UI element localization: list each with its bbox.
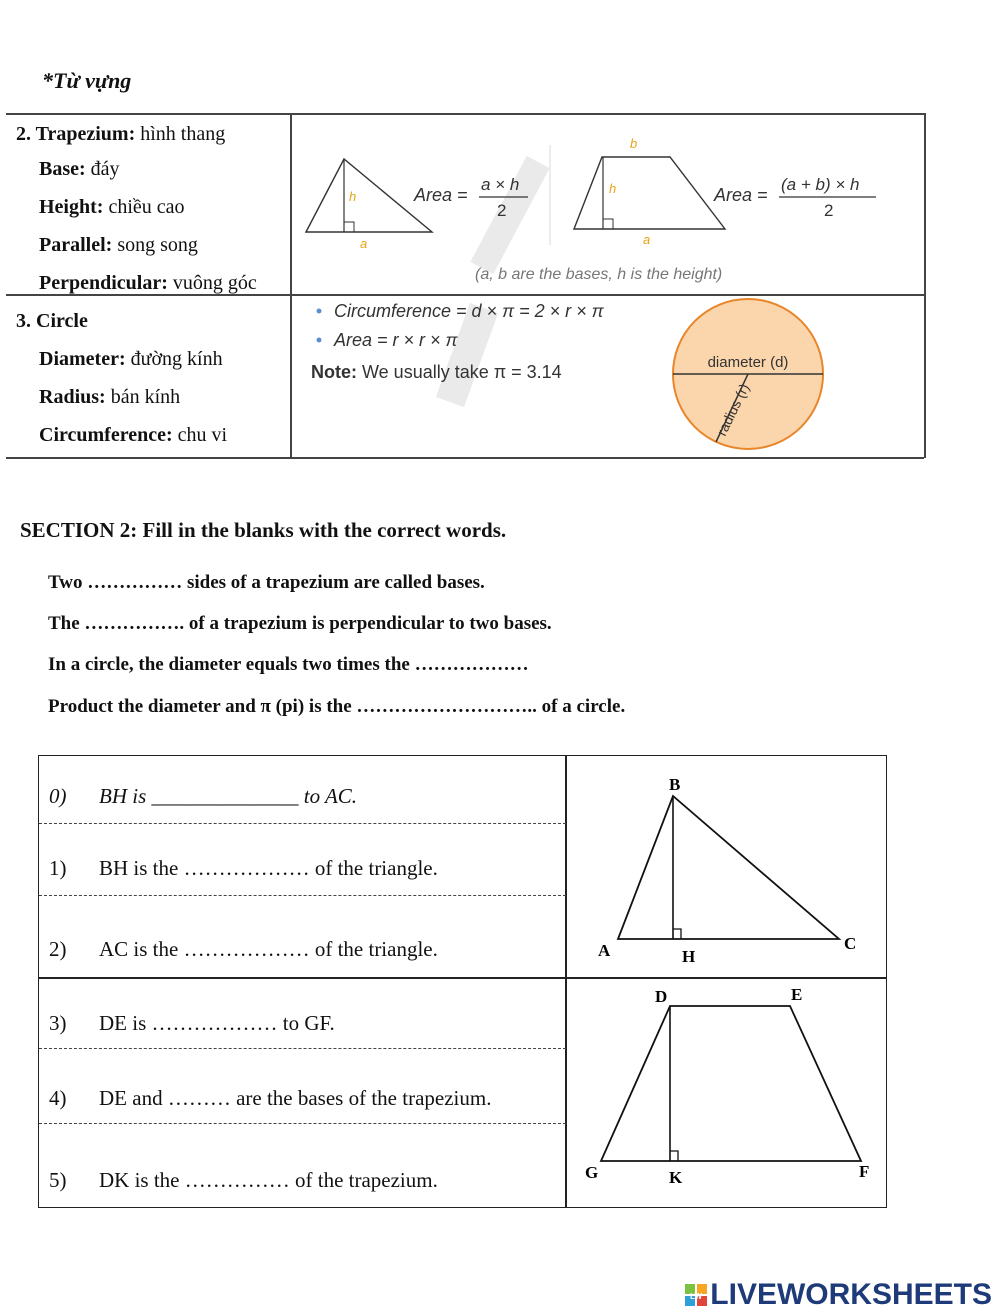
trapezium-area-figure xyxy=(574,136,876,247)
exercise-number: 5) xyxy=(49,1168,67,1192)
foot-k-label: K xyxy=(669,1168,683,1187)
vocab-term: Parallel: xyxy=(39,234,113,256)
trapezium-meaning: hình thang xyxy=(135,123,226,145)
exercise-item xyxy=(49,1168,438,1193)
top-base-label: b xyxy=(630,136,638,151)
exercise-item xyxy=(49,1086,491,1111)
vocab-meaning: vuông góc xyxy=(167,272,257,294)
triangle-abc-diagram xyxy=(567,756,887,977)
vocab-meaning: đường kính xyxy=(125,348,223,370)
svg-text:Note: We usually take π = 3.14 xyxy=(311,362,562,382)
foot-h-label: H xyxy=(682,947,696,966)
vocab-term: Base: xyxy=(39,158,86,180)
base-label: a xyxy=(360,236,368,251)
trapezium-term: 2. Trapezium: xyxy=(16,123,136,145)
vertex-f-label: F xyxy=(859,1162,870,1181)
formula-figures xyxy=(292,115,922,457)
badge-text: LW xyxy=(690,1292,703,1301)
bottom-base-label: a xyxy=(643,232,651,247)
vocab-meaning: bán kính xyxy=(105,386,181,408)
fill-blank-sentence: Two …………… sides of a trapezium are called bases. xyxy=(48,572,485,593)
height-label: h xyxy=(349,189,357,204)
vocab-meaning: đáy xyxy=(85,158,120,180)
vocab-table xyxy=(6,113,924,458)
exercise-text: DK is the …………… of the trapezium. xyxy=(99,1168,438,1192)
vocab-term: Diameter: xyxy=(39,348,126,370)
fill-blank-sentence: Product the diameter and π (pi) is the ……………………….. of a circle. xyxy=(48,696,626,717)
vocab-term: Perpendicular: xyxy=(39,272,168,294)
note-text: We usually take π = 3.14 xyxy=(357,362,562,382)
exercise-number: 4) xyxy=(49,1086,67,1110)
area-formula-label: Area = xyxy=(714,185,768,205)
exercise-text: AC is the ……………… of the triangle. xyxy=(99,937,438,961)
exercise-item xyxy=(49,937,438,962)
exercise-number: 3) xyxy=(49,1011,67,1035)
vocab-meaning: chu vi xyxy=(172,424,228,446)
liveworksheets-badge-icon xyxy=(685,1284,707,1306)
trapezium-vocab xyxy=(16,115,257,302)
vertex-b-label: B xyxy=(669,775,681,794)
height-label: h xyxy=(609,181,617,196)
vocab-heading: *Từ vựng xyxy=(42,68,132,93)
area-formula-label: Area = xyxy=(414,185,468,205)
vertex-e-label: E xyxy=(791,985,803,1004)
exercise-number: 0) xyxy=(49,784,67,808)
vertex-c-label: C xyxy=(844,934,857,953)
exercise-text: DE and ……… are the bases of the trapezium. xyxy=(99,1086,492,1110)
circumference-formula: Circumference = d × π = 2 × r × π xyxy=(334,301,604,321)
section-2-title: SECTION 2: Fill in the blanks with the correct words. xyxy=(20,518,507,542)
diameter-label: diameter (d) xyxy=(707,354,789,371)
circle-diagram xyxy=(673,299,823,449)
fill-blank-sentence: The ……………. of a trapezium is perpendicular to two bases. xyxy=(48,613,552,634)
exercise-number: 1) xyxy=(49,856,67,880)
radius-label: radius (r) xyxy=(713,380,753,439)
exercise-text: BH is ______________ to AC. xyxy=(99,784,358,808)
exercise-text: BH is the ……………… of the triangle. xyxy=(99,856,438,880)
vocab-meaning: song song xyxy=(112,234,198,256)
vocab-term: Circumference: xyxy=(39,424,173,446)
bases-height-note: (a, b are the bases, h is the height) xyxy=(475,266,723,283)
vertex-d-label: D xyxy=(655,987,668,1006)
logo-text: LIVEWORKSHEETS xyxy=(710,1278,992,1311)
circle-vocab xyxy=(16,302,227,454)
formula-numerator: a × h xyxy=(481,175,520,194)
formula-denominator: 2 xyxy=(824,201,834,220)
exercise-table xyxy=(38,755,887,1208)
vertex-g-label: G xyxy=(585,1163,599,1182)
exercise-number: 2) xyxy=(49,937,67,961)
vertex-a-label: A xyxy=(598,941,611,960)
note-label: Note: xyxy=(311,362,357,382)
exercise-item xyxy=(49,1011,335,1036)
area-formula: Area = r × r × π xyxy=(334,330,458,350)
exercise-text: DE is ……………… to GF. xyxy=(99,1011,335,1035)
formula-denominator: 2 xyxy=(497,201,507,220)
vocab-term: Radius: xyxy=(39,386,106,408)
vocab-term: Height: xyxy=(39,196,104,218)
liveworksheets-logo[interactable] xyxy=(685,1278,992,1312)
circle-title: 3. Circle xyxy=(16,310,88,332)
trapezium-defg-diagram xyxy=(567,978,887,1207)
formula-numerator: (a + b) × h xyxy=(781,175,860,194)
vocab-meaning: chiều cao xyxy=(103,196,185,218)
exercise-item xyxy=(49,856,438,881)
exercise-item xyxy=(49,784,357,809)
fill-blank-sentence: In a circle, the diameter equals two times the ……………… xyxy=(48,654,529,675)
